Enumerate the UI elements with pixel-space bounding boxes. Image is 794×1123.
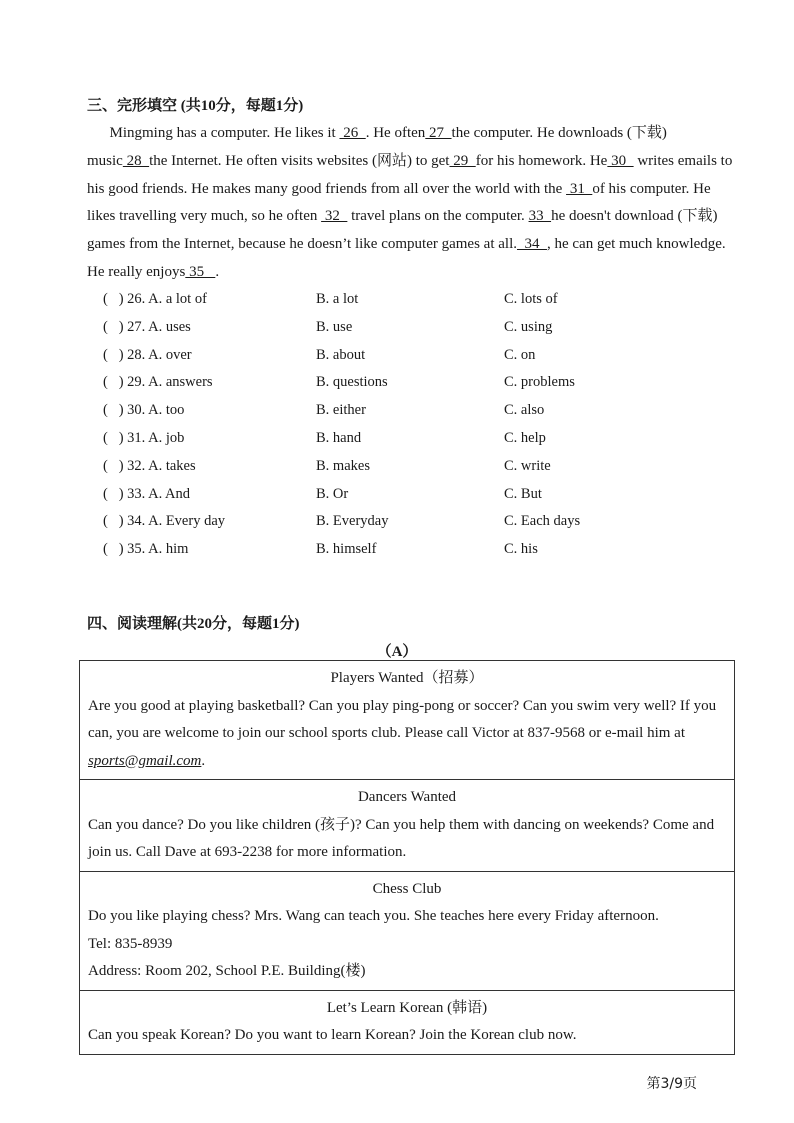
option-a[interactable]: ( ) 28. A. over — [103, 346, 192, 363]
ad-address: Address: Room 202, School P.E. Building(楼) — [88, 963, 366, 979]
passage-text: he doesn't download (下载) games from the Internet, because he doesn’t like computer games at all. — [87, 208, 718, 253]
cloze-options — [103, 286, 723, 564]
question-row — [103, 425, 723, 453]
option-a[interactable]: ( ) 26. A. a lot of — [103, 291, 207, 307]
ad-body: Can you speak Korean? Do you want to learn Korean? Join the Korean club now. — [88, 1027, 577, 1043]
passage-text: the Internet. He often visits websites (网站) to get — [149, 152, 450, 169]
cloze-passage — [87, 120, 737, 287]
passage-text: the computer. He downloads (下载) music — [87, 125, 667, 169]
passage-text: , he can get much knowledge. He really enjoys — [87, 236, 726, 280]
ad-title: Let’s Learn Korean (韩语) — [326, 999, 488, 1016]
option-b[interactable]: B. makes — [316, 457, 370, 474]
ad-title: Players Wanted（招募） — [330, 670, 484, 686]
question-row — [103, 369, 723, 397]
option-b[interactable]: B. Everyday — [316, 513, 389, 530]
option-a[interactable]: ( ) 27. A. uses — [103, 318, 191, 335]
option-a[interactable]: ( ) 32. A. takes — [103, 457, 196, 474]
option-b[interactable]: B. Or — [316, 485, 349, 502]
section-label: （A） — [376, 644, 418, 660]
page-number: 第3/9页 — [646, 1076, 697, 1092]
option-b[interactable]: B. either — [316, 402, 366, 419]
option-b[interactable]: B. hand — [316, 429, 362, 446]
passage-text: for his homework. He — [475, 152, 608, 169]
blank: 30 — [607, 152, 634, 169]
ad-body-tail: . — [201, 752, 206, 769]
passage-text: writes emails to his good friends. He makes many good friends from all over the world with the — [87, 152, 733, 197]
blank: 34 — [516, 236, 547, 253]
passage-text: of his computer. He likes travelling very much, so he often — [87, 180, 711, 225]
reading-heading: 四、阅读理解(共20分，每题1分) — [87, 616, 300, 632]
option-a[interactable]: ( ) 34. A. Every day — [103, 513, 226, 530]
ads-table — [79, 660, 735, 1055]
ad-title: Dancers Wanted — [357, 789, 457, 805]
option-b[interactable]: B. questions — [316, 374, 388, 391]
passage-text: . — [215, 263, 220, 280]
passage-text: . He often — [365, 125, 426, 141]
option-c[interactable]: C. lots of — [504, 291, 558, 307]
blank: 27 — [425, 125, 452, 141]
passage-text: travel plans on the computer. — [347, 208, 529, 225]
option-c[interactable]: C. write — [504, 457, 551, 474]
ad-chess — [80, 871, 735, 990]
blank: 35 — [185, 263, 216, 280]
ad-title: Chess Club — [372, 880, 442, 897]
ad-body: Can you dance? Do you like children (孩子)? Can you help them with dancing on weekends? Come and join us. Call Dave at 693-2238 for more information. — [88, 816, 715, 860]
ad-tel: Tel: 835-8939 — [88, 935, 173, 952]
option-b[interactable]: B. himself — [316, 541, 377, 558]
option-c[interactable]: C. problems — [504, 374, 575, 391]
ad-body: Are you good at playing basketball? Can you play ping-pong or soccer? Can you swim very well? If you can, you are welcome to join our school sports club. Please call Victor at 837-9568 or e-mail him at — [88, 697, 717, 741]
blank: 29 — [449, 152, 476, 169]
cloze-heading: 三、完形填空 (共10分，每题1分) — [87, 98, 304, 114]
question-row — [103, 453, 723, 481]
option-c[interactable]: C. help — [504, 429, 546, 446]
question-row — [103, 508, 723, 536]
question-row — [103, 536, 723, 564]
option-b[interactable]: B. use — [316, 318, 353, 335]
question-row — [103, 286, 723, 314]
option-c[interactable]: C. But — [504, 485, 542, 502]
blank: 26 — [339, 125, 366, 141]
question-row — [103, 342, 723, 370]
option-c[interactable]: C. using — [504, 318, 553, 335]
question-row — [103, 397, 723, 425]
option-a[interactable]: ( ) 35. A. him — [103, 541, 189, 558]
option-c[interactable]: C. on — [504, 346, 536, 363]
question-row — [103, 314, 723, 342]
option-a[interactable]: ( ) 33. A. And — [103, 485, 190, 502]
blank: 31 — [566, 180, 593, 197]
passage-text: Mingming has a computer. He likes it — [87, 125, 340, 141]
option-c[interactable]: C. Each days — [504, 513, 581, 530]
option-c[interactable]: C. his — [504, 541, 538, 558]
option-a[interactable]: ( ) 29. A. answers — [103, 374, 213, 391]
ad-players — [80, 661, 735, 780]
blank: 32 — [321, 208, 348, 225]
option-b[interactable]: B. a lot — [316, 291, 359, 307]
ad-body: Do you like playing chess? Mrs. Wang can teach you. She teaches here every Friday afternoon. — [88, 908, 659, 924]
option-a[interactable]: ( ) 31. A. job — [103, 429, 185, 446]
option-a[interactable]: ( ) 30. A. too — [103, 402, 185, 419]
option-b[interactable]: B. about — [316, 346, 366, 363]
option-c[interactable]: C. also — [504, 402, 545, 419]
blank: 28 — [122, 152, 150, 169]
ad-dancers — [80, 780, 735, 872]
question-row — [103, 481, 723, 509]
email-link[interactable]: sports@gmail.com — [88, 752, 202, 769]
blank: 33 — [528, 208, 552, 225]
ad-korean — [80, 990, 735, 1054]
